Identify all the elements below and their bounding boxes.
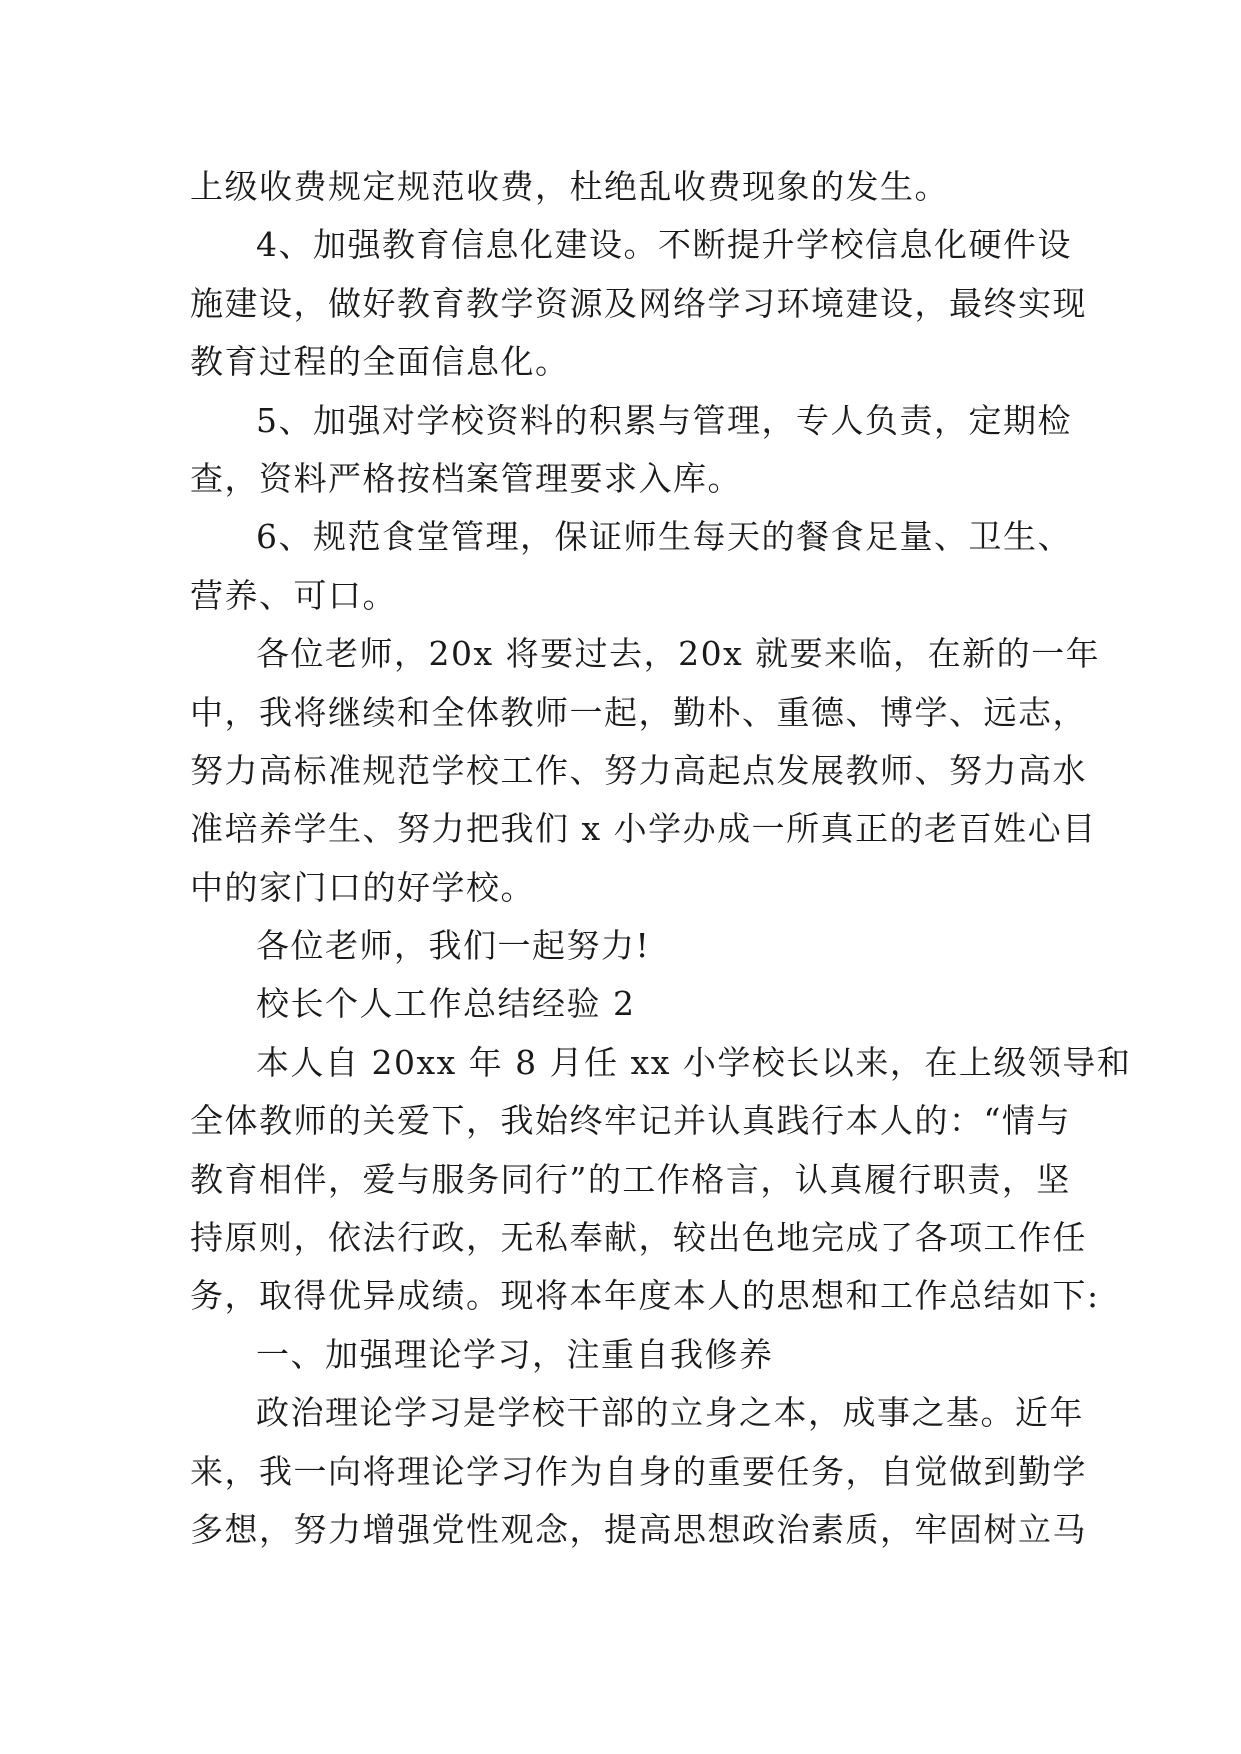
document-body	[190, 158, 1132, 1559]
text-line: 各位老师，我们一起努力!	[256, 926, 651, 966]
text-line: 各位老师，20x 将要过去，20x 就要来临，在新的一年	[256, 634, 1101, 674]
text-line: 一、加强理论学习，注重自我修养	[256, 1334, 774, 1374]
text-line: 教育相伴，爱与服务同行”的工作格言，认真履行职责，坚	[190, 1159, 1071, 1199]
text-line: 准培养学生、努力把我们 x 小学办成一所真正的老百姓心目	[190, 809, 1097, 849]
text-line: 4、加强教育信息化建设。不断提升学校信息化硬件设	[256, 225, 1072, 265]
text-line: 营养、可口。	[190, 575, 397, 615]
text-line: 持原则，依法行政，无私奉献，较出色地完成了各项工作任	[190, 1218, 1087, 1258]
text-line: 务，取得优异成绩。现将本年度本人的思想和工作总结如下:	[190, 1276, 1100, 1316]
text-line: 6、规范食堂管理，保证师生每天的餐食足量、卫生、	[256, 517, 1072, 557]
text-line: 5、加强对学校资料的积累与管理，专人负责，定期检	[256, 400, 1072, 440]
text-line: 上级收费规定规范收费，杜绝乱收费现象的发生。	[190, 167, 949, 206]
text-line: 中的家门口的好学校。	[190, 867, 535, 907]
text-line: 校长个人工作总结经验 2	[256, 984, 636, 1024]
text-line: 来，我一向将理论学习作为自身的重要任务，自觉做到勤学	[190, 1451, 1087, 1491]
text-line: 政治理论学习是学校干部的立身之本，成事之基。近年	[256, 1393, 1084, 1433]
text-line: 中，我将继续和全体教师一起，勤朴、重德、博学、远志，	[190, 692, 1087, 732]
text-line: 努力高标准规范学校工作、努力高起点发展教师、努力高水	[190, 750, 1087, 790]
text-line: 多想，努力增强党性观念，提高思想政治素质，牢固树立马	[190, 1509, 1087, 1549]
text-line: 全体教师的关爱下，我始终牢记并认真践行本人的：“情与	[190, 1101, 1071, 1141]
text-line: 教育过程的全面信息化。	[190, 342, 570, 382]
text-line: 查，资料严格按档案管理要求入库。	[190, 458, 742, 498]
text-line: 本人自 20xx 年 8 月任 xx 小学校长以来，在上级领导和	[256, 1042, 1132, 1082]
text-line: 施建设，做好教育教学资源及网络学习环境建设，最终实现	[190, 283, 1087, 323]
